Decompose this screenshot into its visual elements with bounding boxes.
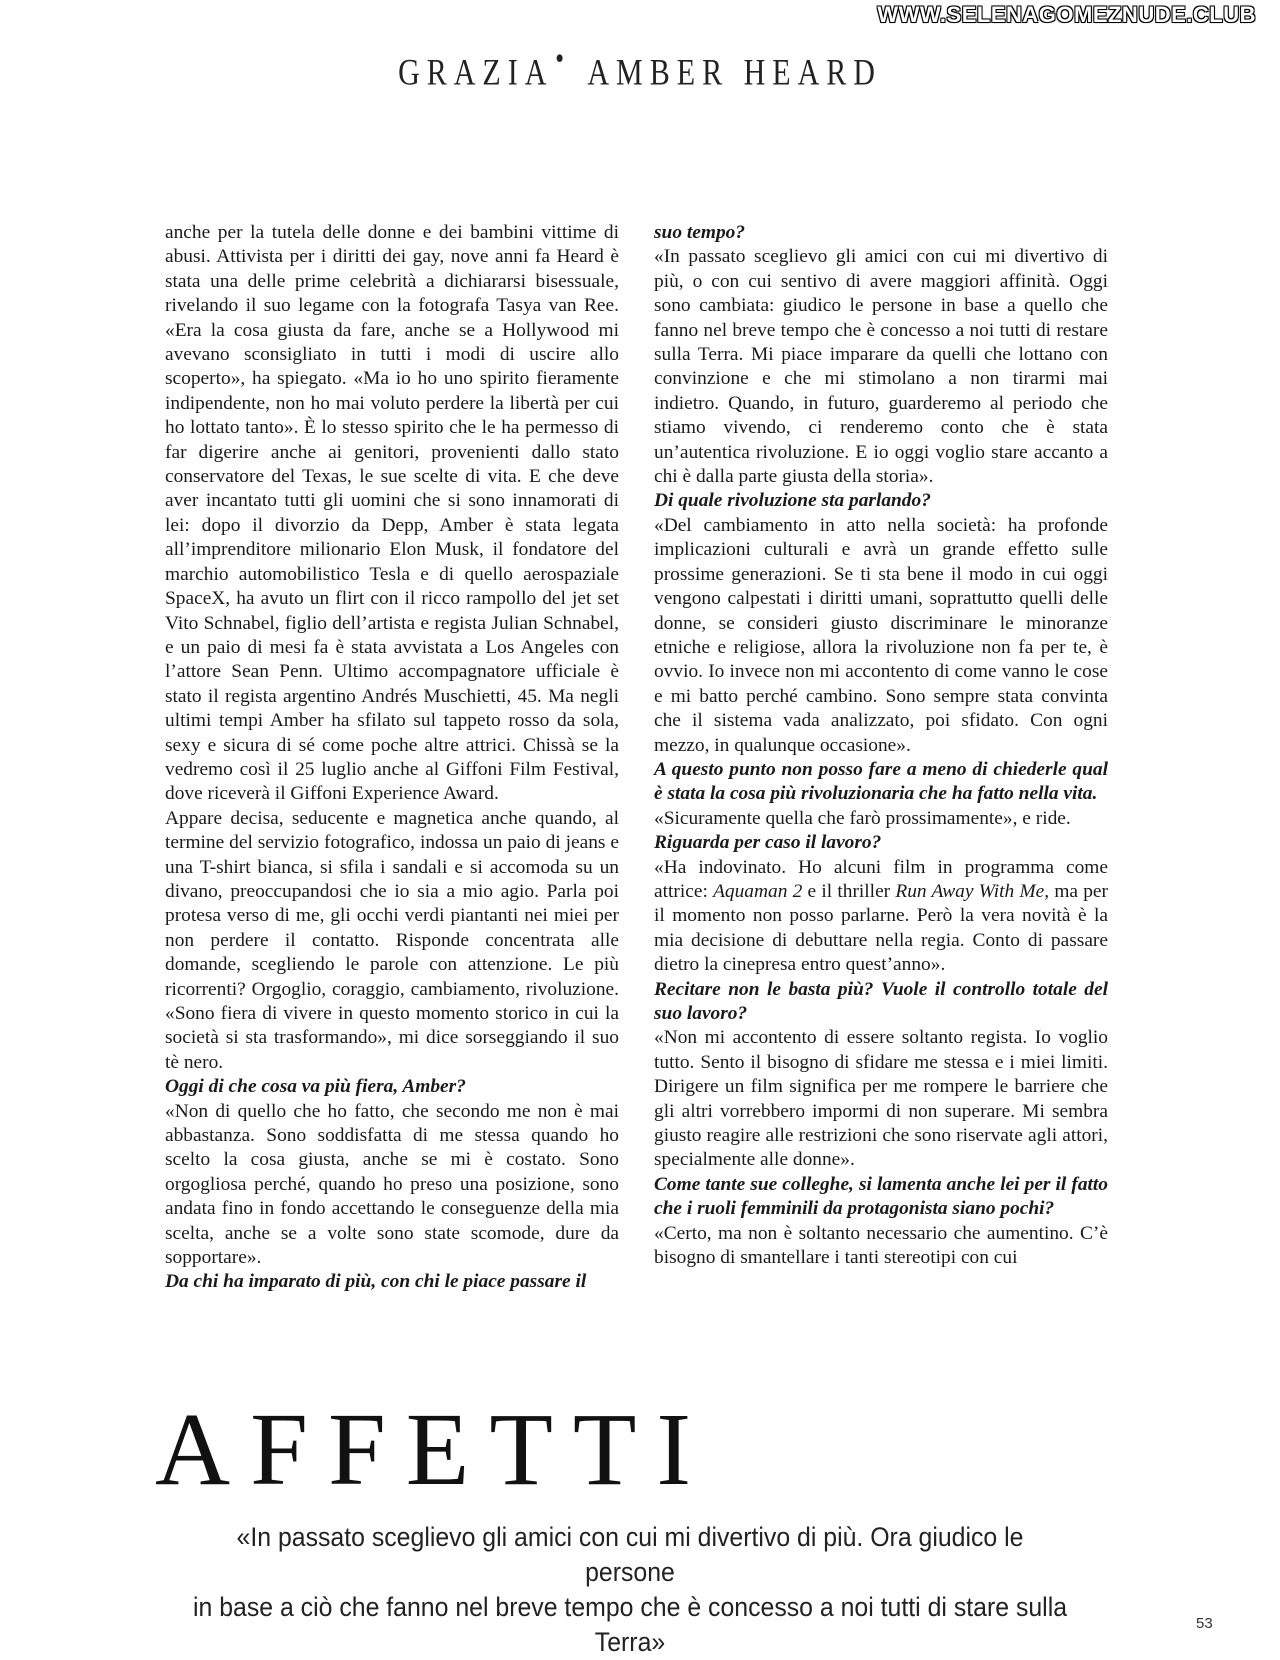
interview-answer: «In passato sceglievo gli amici con cui mi divertivo di più, o con cui sentivo di avere maggiori affinità. Oggi sono cambiata: giudico le persone in base a quello che fanno nel breve tempo che è concesso a noi tutti di restare sulla Terra. Mi piace imparare da quelli che lottano con convinzione e che mi stimolano a non tirarmi mai indietro. Quando, in futuro, guarderemo al periodo che stiamo vivendo, ci renderemo conto che è stata un’autentica rivoluzione. E io oggi voglio stare accanto a chi è dalla parte giusta della storia». <box>654 246 1108 488</box>
watermark-text: WWW.SELENAGOMEZNUDE.CLUB <box>877 2 1256 27</box>
interview-question: suo tempo? <box>654 222 746 243</box>
article-column-right <box>654 221 1108 1270</box>
interview-question: Da chi ha imparato di più, con chi le piace passare il <box>165 1271 587 1293</box>
interview-question: Recitare non le basta più? Vuole il controllo totale del suo lavoro? <box>654 978 1108 1024</box>
interview-answer: «Non mi accontento di essere soltanto regista. Io voglio tutto. Sento il bisogno di sfidare me stessa e i miei limiti. Dirigere un film significa per me rompere le barriere che gli altri vorrebbero impormi di non superare. Mi sembra giusto reagire alle restrizioni che sono riservate agli attori, specialmente alle donne». <box>654 1027 1108 1171</box>
header-article-subject: AMBER HEARD <box>587 51 882 93</box>
interview-answer: «Del cambiamento in atto nella società: ha profonde implicazioni culturali e avrà un grande effetto sulle prossime generazioni. Se ti sta bene il modo in cui oggi vengono calpestati i diritti umani, soprattutto quelli delle donne, se consideri giusto discriminare le minoranze etniche e religiose, allora la rivoluzione non fa per te, è ovvio. Io invece non mi accontento di come vanno le cose e mi batto perché cambino. Sono sempre stata convinta che il sistema vada analizzato, poi sfidato. Con ogni mezzo, in qualunque occasione». <box>654 514 1108 756</box>
answer-text: e il thriller <box>802 880 896 902</box>
pull-quote-line: «In passato sceglievo gli amici con cui mi divertivo di più. Ora giudico le persone <box>236 1522 1024 1587</box>
pull-quote <box>188 1520 1071 1660</box>
interview-answer: «Sicuramente quella che farò prossimamente», e ride. <box>654 807 1071 829</box>
article-column-left <box>165 221 619 1295</box>
interview-question: Oggi di che cosa va più fiera, Amber? <box>165 1076 466 1098</box>
answer-text: , ma per il momento non posso parlarne. Però la vera novità è la mia decisione di debuttare nella regia. Conto di passare dietro la cinepresa entro quest’anno». <box>654 880 1108 976</box>
interview-answer <box>654 856 1108 978</box>
film-title: Run Away With Me <box>895 880 1045 902</box>
body-paragraph: anche per la tutela delle donne e dei bambini vittime di abusi. Attivista per i diritti dei gay, nove anni fa Heard è stata una delle prime celebrità a dichiararsi bisessuale, rivelando il suo legame con la fotografa Tasya van Ree. «Era la cosa giusta da fare, anche se a Hollywood mi avevano sconsigliato in tutti i modi di uscire allo scoperto», ha spiegato. «Ma io ho uno spirito fieramente indipendente, non ho mai voluto perdere la libertà per cui ho lottato tanto». È lo stesso spirito che le ha permesso di far digerire anche ai genitori, provenienti dallo stato conservatore del Texas, le sue scelte di vita. E che deve aver incantato tutti gli uomini che si sono innamorati di lei: dopo il divorzio da Depp, Amber è stata legata all’imprenditore milionario Elon Musk, il fondatore del marchio automobilistico Tesla e di quello aerospaziale SpaceX, ha avuto un flirt con il ricco rampollo del jet set Vito Schnabel, figlio dell’artista e regista Julian Schnabel, e un paio di mesi fa è stata avvistata a Los Angeles con l’attore Sean Penn. Ultimo accompagnatore ufficiale è stato il regista argentino Andrés Muschietti, 45. Ma negli ultimi tempi Amber ha sfilato sul tappeto rosso da sola, sexy e sicura di sé come poche altre attrici. Chissà se la vedremo così il 25 luglio anche al Giffoni Film Festival, dove riceverà il Giffoni Experience Award. <box>165 222 619 805</box>
interview-question: A questo punto non posso fare a meno di chiederle qual è stata la cosa più rivoluzionaria che ha fatto nella vita. <box>654 758 1108 805</box>
pull-quote-title: AFFETTI <box>155 1392 711 1507</box>
pull-quote-line: in base a ciò che fanno nel breve tempo che è concesso a noi tutti di stare sulla Terra» <box>192 1592 1068 1657</box>
interview-answer: «Non di quello che ho fatto, che secondo me non è mai abbastanza. Sono soddisfatta di me stessa quando ho scelto la cosa giusta, anche se mi è costato. Sono orgogliosa perché, quando ho preso una posizione, sono andata fino in fondo accettando le conseguenze della mia scelta, anche se a volte sono state scomode, dure da sopportare». <box>165 1100 619 1269</box>
header-separator-dot: ● <box>555 49 571 68</box>
interview-question: Di quale rivoluzione sta parlando? <box>654 490 931 512</box>
magazine-header <box>0 49 1280 95</box>
interview-question: Come tante sue colleghe, si lamenta anche lei per il fatto che i ruoli femminili da protagonista siano pochi? <box>654 1173 1108 1220</box>
film-title: Aquaman 2 <box>713 880 803 902</box>
interview-question: Riguarda per caso il lavoro? <box>654 832 882 854</box>
page-number: 53 <box>1196 1615 1213 1632</box>
interview-answer: «Certo, ma non è soltanto necessario che aumentino. C’è bisogno di smantellare i tanti stereotipi con cui <box>654 1222 1108 1269</box>
answer-text: «Ha indovinato. Ho alcuni film in programma come attrice: <box>654 856 1108 902</box>
header-magazine-name: GRAZIA <box>398 51 554 93</box>
body-paragraph: Appare decisa, seducente e magnetica anche quando, al termine del servizio fotografico, indossa un paio di jeans e una T-shirt bianca, si sfila i sandali e si accomoda su un divano, preoccupandosi che io sia a mio agio. Parla poi protesa verso di me, gli occhi verdi piantanti nei miei per non perdere il contatto. Risponde concentrata alle domande, scegliendo le parole con attenzione. Le più ricorrenti? Orgoglio, coraggio, cambiamento, rivoluzione. «Sono fiera di vivere in questo momento storico in cui la società si sta trasformando», mi dice sorseggiando il suo tè nero. <box>165 807 619 1073</box>
